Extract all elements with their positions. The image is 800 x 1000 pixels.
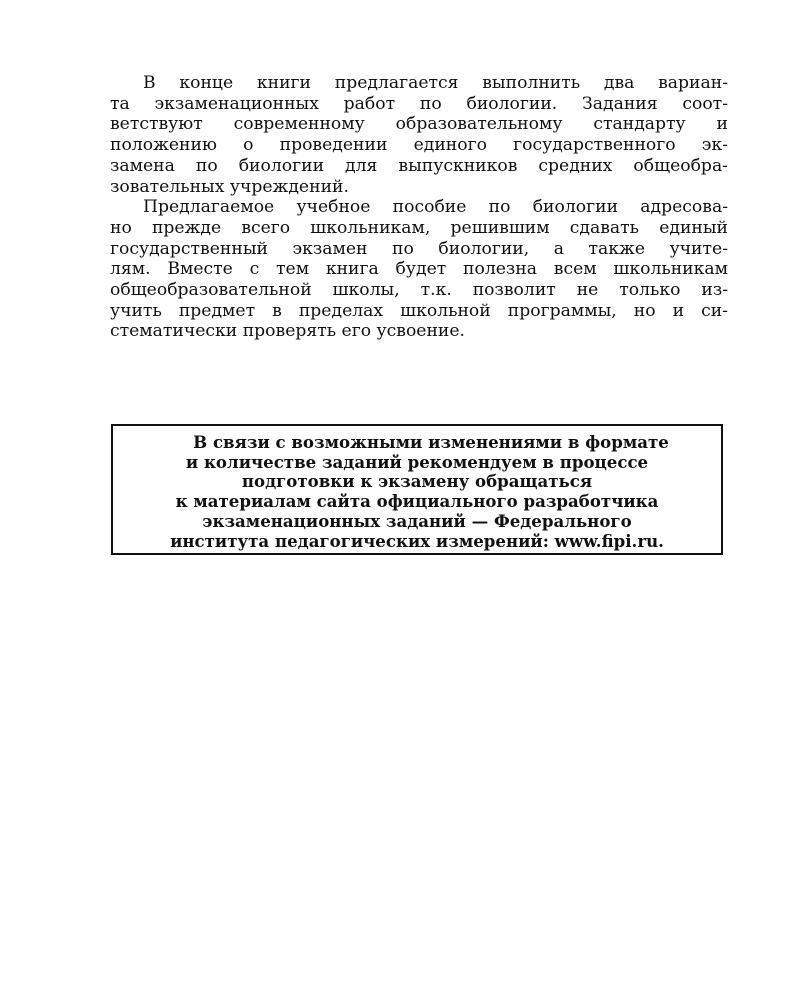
notice-line: экзаменационных заданий — Федерального: [202, 510, 632, 531]
notice-line: к материалам сайта официального разработчика: [175, 491, 659, 512]
notice-box: [111, 424, 723, 555]
text-line: стематически проверять его усвоение.: [110, 321, 466, 342]
body-text: [110, 73, 728, 342]
text-line: замена по биологии для выпускников средних общеобра-: [110, 155, 728, 176]
text-line: общеобразовательной школы, т.к. позволит не только из-: [110, 280, 728, 301]
notice-line: подготовки к экзамену обращаться: [241, 471, 593, 492]
text-line: но прежде всего школьникам, решившим сдавать единый: [110, 217, 728, 238]
text-line: ветствуют современному образовательному стандарту и: [110, 114, 728, 135]
text-line: зовательных учреждений.: [110, 176, 349, 197]
text-line: положению о проведении единого государственного эк-: [110, 135, 728, 156]
text-line: государственный экзамен по биологии, а также учите-: [110, 238, 728, 259]
notice-line: института педагогических измерений: www.fipi.ru.: [170, 530, 664, 551]
text-line: Предлагаемое учебное пособие по биологии адресова-: [143, 197, 728, 218]
notice-line: В связи с возможными изменениями в формате: [193, 432, 669, 452]
notice-line: и количестве заданий рекомендуем в процессе: [185, 451, 649, 472]
paragraph-1: [110, 73, 728, 197]
notice-text: [113, 433, 721, 551]
text-line: учить предмет в пределах школьной программы, но и си-: [110, 300, 728, 321]
text-line: лям. Вместе с тем книга будет полезна всем школьникам: [110, 259, 728, 280]
text-line: В конце книги предлагается выполнить два вариан-: [143, 73, 728, 93]
text-line: та экзаменационных работ по биологии. Задания соот-: [110, 93, 728, 114]
paragraph-2: [110, 197, 728, 342]
